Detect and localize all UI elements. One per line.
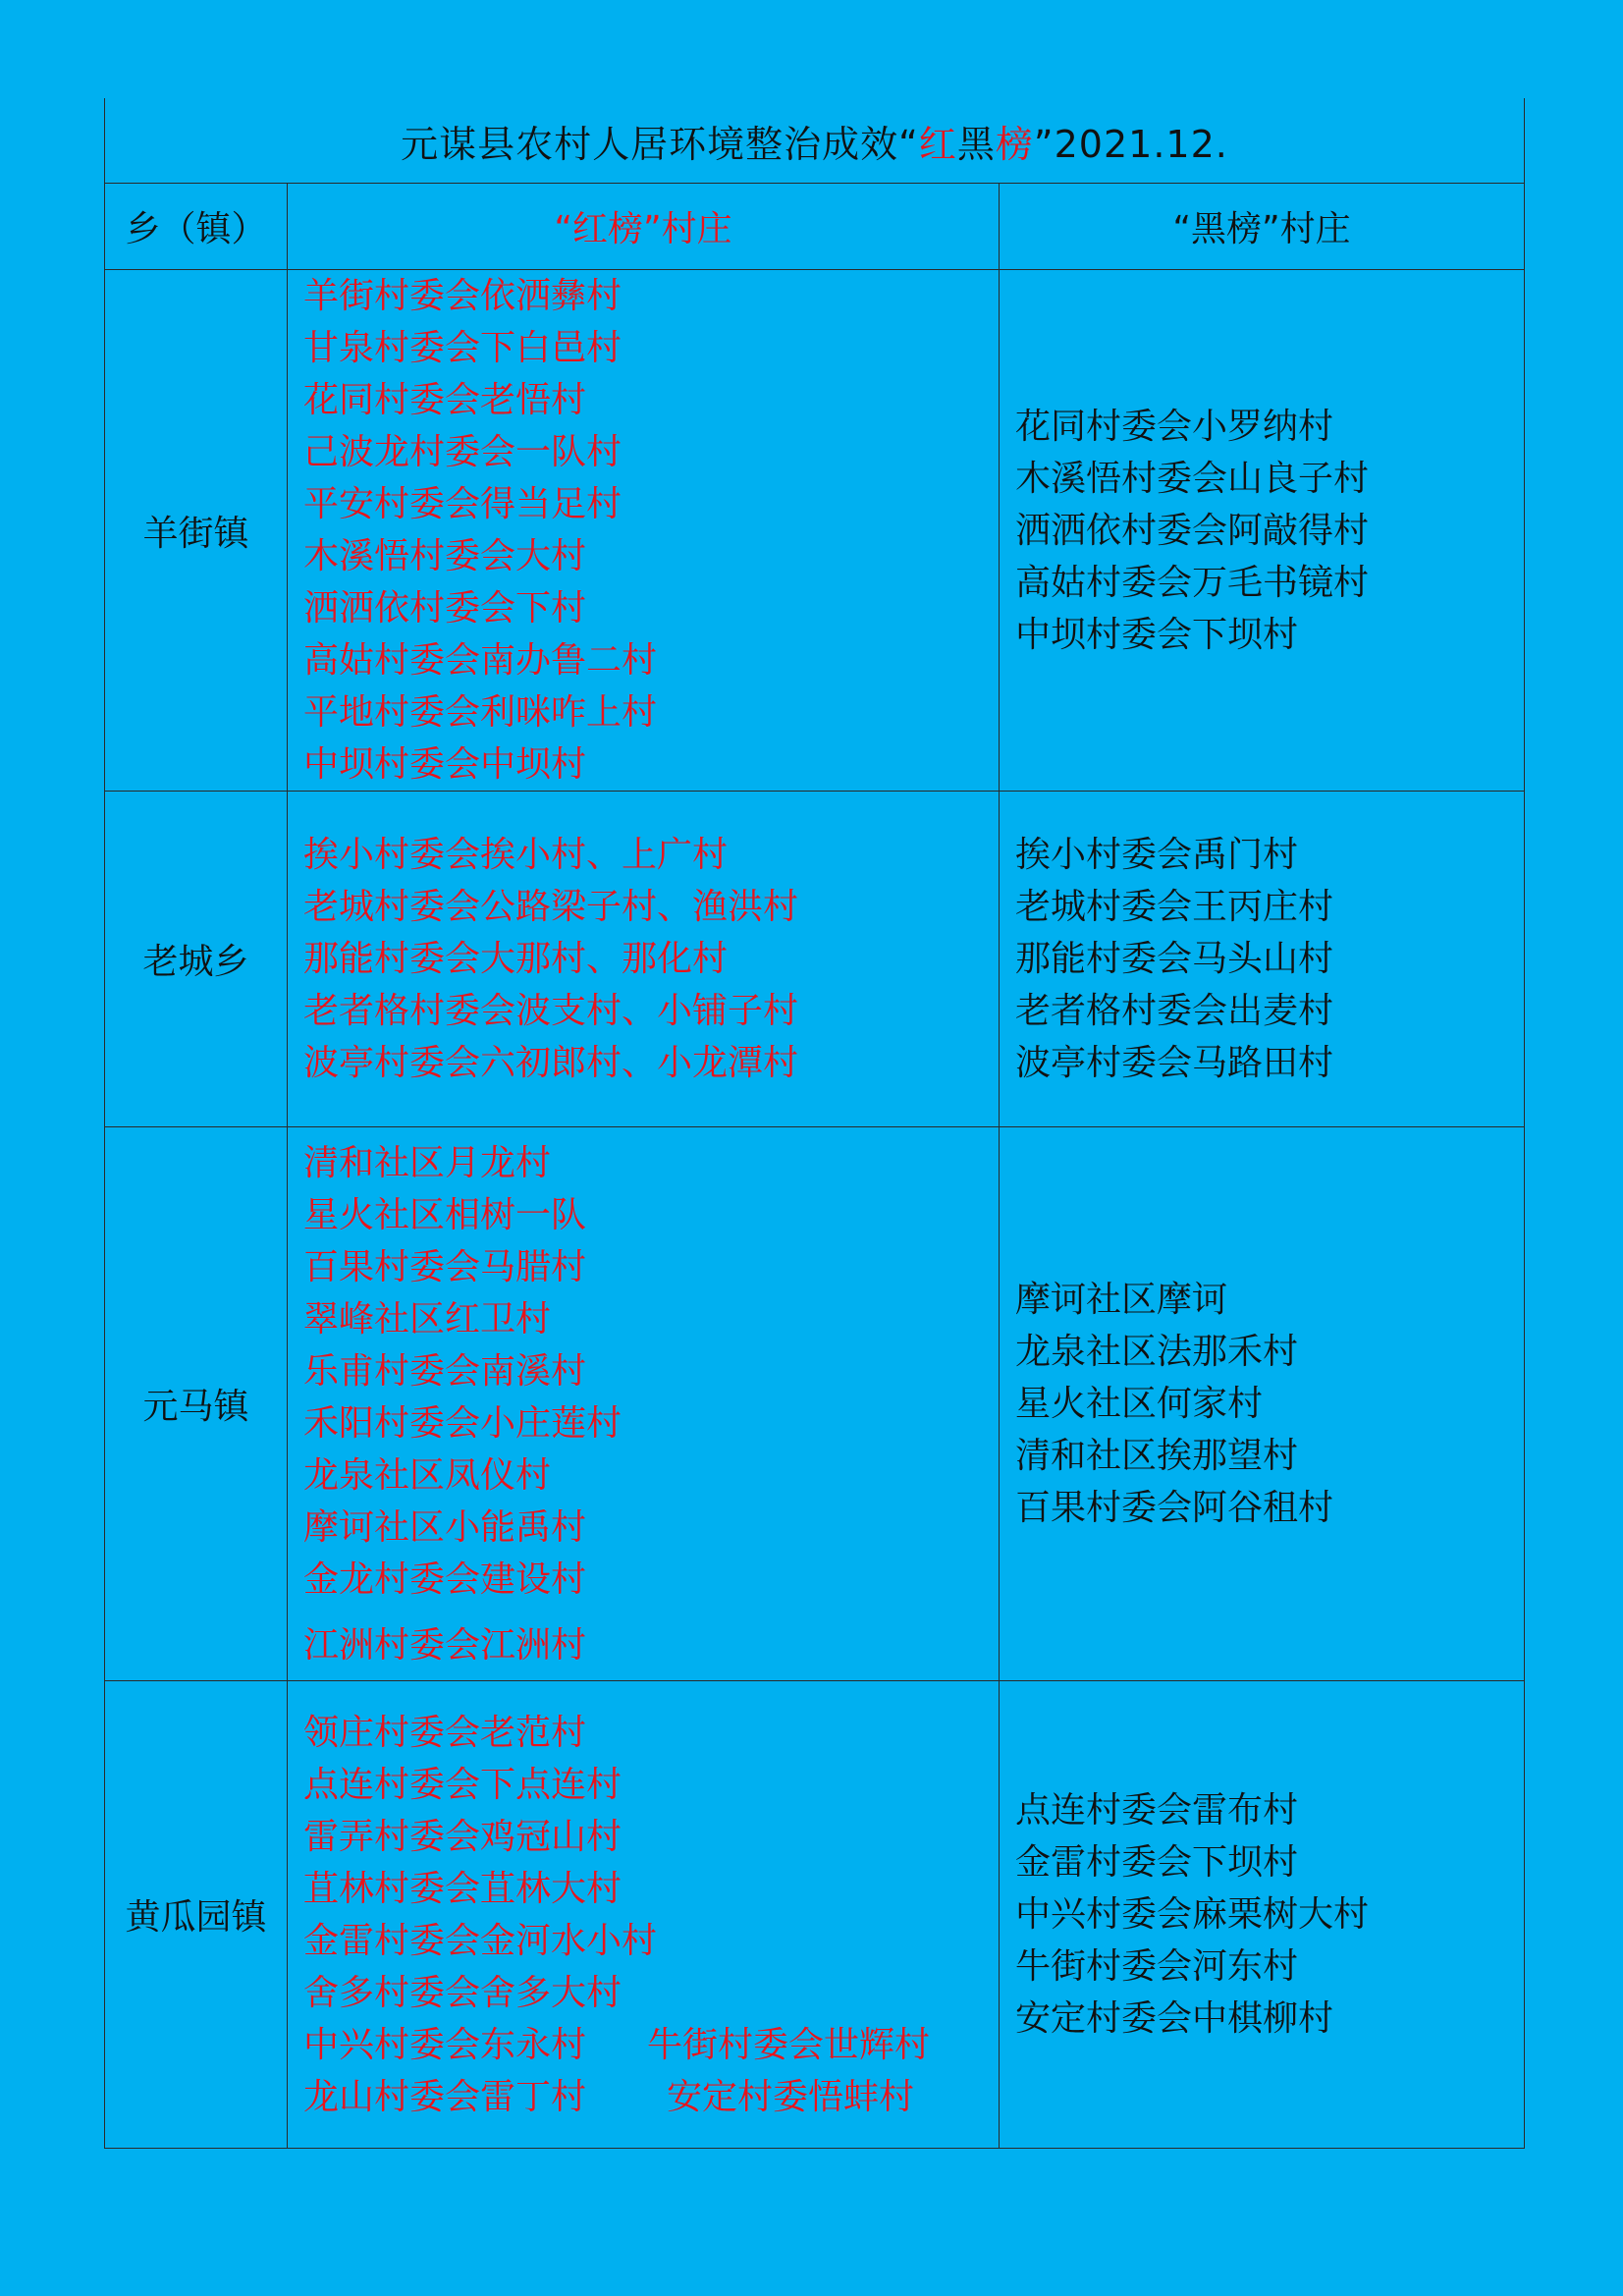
header-town: 乡（镇） xyxy=(105,184,288,270)
list-item: 挨小村委会挨小村、上广村 xyxy=(303,835,729,875)
list-item: 花同村委会老悟村 xyxy=(303,380,587,420)
list-item: 龙泉社区法那禾村 xyxy=(1015,1332,1299,1372)
list-item: 雷弄村委会鸡冠山村 xyxy=(303,1816,622,1857)
list-item: 那能村委会马头山村 xyxy=(1015,939,1334,979)
list-item: 点连村委会雷布村 xyxy=(1015,1790,1299,1831)
list-item: 老者格村委会波支村、小铺子村 xyxy=(303,991,799,1031)
list-item: 羊街村委会依洒彝村 xyxy=(303,276,622,316)
list-item: 乐甫村委会南溪村 xyxy=(303,1350,587,1392)
black-list-cell xyxy=(1000,1681,1525,2149)
list-item: 甘泉村委会下白邑村 xyxy=(303,328,622,368)
list-item: 安定村委会中棋柳村 xyxy=(1015,1998,1334,2039)
list-item: 舍多村委会舍多大村 xyxy=(303,1972,622,2013)
list-item: 老城村委会公路梁子村、渔洪村 xyxy=(303,887,799,927)
red-list-cell xyxy=(288,1681,1000,2149)
list-item: 中兴村委会麻栗树大村 xyxy=(1015,1894,1370,1935)
list-item: 平安村委会得当足村 xyxy=(303,484,622,524)
black-list-cell xyxy=(1000,1127,1525,1681)
list-item: 星火社区何家村 xyxy=(1015,1384,1264,1424)
list-item: 禾阳村委会小庄莲村 xyxy=(303,1402,622,1444)
list-item: 金雷村委会金河水小村 xyxy=(303,1920,658,1961)
list-item-pair xyxy=(303,2071,999,2123)
list-item: 那能村委会大那村、那化村 xyxy=(303,939,729,979)
list-item: 清和社区挨那望村 xyxy=(1015,1436,1299,1476)
list-item: 安定村委悟蚌村 xyxy=(667,2076,915,2117)
red-list-cell xyxy=(288,270,1000,792)
list-item: 摩诃社区摩诃 xyxy=(1015,1280,1228,1320)
list-item: 星火社区相树一队 xyxy=(303,1194,587,1235)
list-item: 中兴村委会东永村 xyxy=(303,2024,587,2065)
black-list-cell xyxy=(1000,270,1525,792)
list-item: 牛街村委会世辉村 xyxy=(647,2024,931,2065)
header-red-list: “红榜”村庄 xyxy=(288,184,1000,270)
table-row xyxy=(105,1681,1525,2149)
list-item: 牛街村委会河东村 xyxy=(1015,1946,1299,1987)
list-item: 龙山村委会雷丁村 xyxy=(303,2076,587,2117)
title-dark-char: 黑 xyxy=(956,122,996,166)
list-item: 老者格村委会出麦村 xyxy=(1015,991,1334,1031)
table-row xyxy=(105,1127,1525,1681)
list-item: 百果村委会马腊村 xyxy=(303,1246,587,1287)
list-item: 高姑村委会南办鲁二村 xyxy=(303,640,658,681)
list-item: 挨小村委会禹门村 xyxy=(1015,835,1299,875)
list-item: 点连村委会下点连村 xyxy=(303,1764,622,1805)
list-item: 金雷村委会下坝村 xyxy=(1015,1842,1299,1883)
list-item: 洒洒依村委会阿敲得村 xyxy=(1015,510,1370,551)
title-suffix: ”2021.12. xyxy=(1033,122,1228,166)
table-row xyxy=(105,792,1525,1127)
list-item: 中坝村委会中坝村 xyxy=(303,744,587,785)
table-row xyxy=(105,270,1525,792)
title-bang-char: 榜 xyxy=(995,122,1034,166)
header-row xyxy=(105,184,1525,270)
town-name: 黄瓜园镇 xyxy=(105,1681,288,2149)
list-item: 中坝村委会下坝村 xyxy=(1015,614,1299,655)
town-name: 元马镇 xyxy=(105,1127,288,1681)
header-black-list: “黑榜”村庄 xyxy=(1000,184,1525,270)
list-item: 平地村委会利咪咋上村 xyxy=(303,692,658,733)
list-item: 江洲村委会江洲村 xyxy=(303,1624,587,1666)
list-item-pair xyxy=(303,2019,999,2071)
black-list-cell xyxy=(1000,792,1525,1127)
list-item: 金龙村委会建设村 xyxy=(303,1558,587,1600)
list-item: 木溪悟村委会山良子村 xyxy=(1015,458,1370,499)
village-ranking-table xyxy=(104,98,1525,2149)
list-item: 翠峰社区红卫村 xyxy=(303,1298,552,1339)
list-item: 高姑村委会万毛书镜村 xyxy=(1015,562,1370,603)
table-title xyxy=(105,98,1525,184)
red-list-cell xyxy=(288,1127,1000,1681)
title-red-char: 红 xyxy=(918,122,957,166)
list-item: 波亭村委会六初郎村、小龙潭村 xyxy=(303,1043,799,1083)
title-prefix: 元谋县农村人居环境整治成效“ xyxy=(401,122,919,166)
list-item: 百果村委会阿谷租村 xyxy=(1015,1488,1334,1528)
town-name: 老城乡 xyxy=(105,792,288,1127)
list-item: 清和社区月龙村 xyxy=(303,1142,552,1183)
list-item: 苴林村委会苴林大村 xyxy=(303,1868,622,1909)
red-list-cell xyxy=(288,792,1000,1127)
list-item: 摩诃社区小能禹村 xyxy=(303,1506,587,1548)
list-item: 老城村委会王丙庄村 xyxy=(1015,887,1334,927)
list-item: 花同村委会小罗纳村 xyxy=(1015,406,1334,447)
list-item: 龙泉社区凤仪村 xyxy=(303,1454,552,1496)
town-name: 羊街镇 xyxy=(105,270,288,792)
list-item: 领庄村委会老范村 xyxy=(303,1712,587,1753)
list-item: 洒洒依村委会下村 xyxy=(303,588,587,629)
list-item: 己波龙村委会一队村 xyxy=(303,432,622,472)
list-item: 波亭村委会马路田村 xyxy=(1015,1043,1334,1083)
title-row xyxy=(105,98,1525,184)
list-item: 木溪悟村委会大村 xyxy=(303,536,587,576)
